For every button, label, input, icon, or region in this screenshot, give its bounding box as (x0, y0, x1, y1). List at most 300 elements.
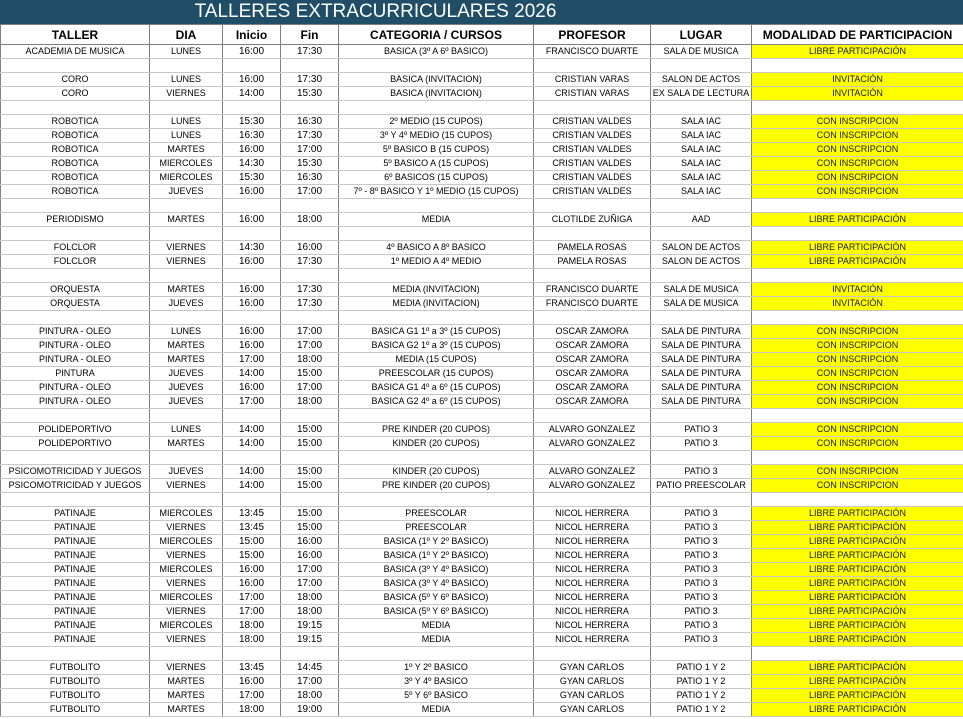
cell-dia[interactable]: JUEVES (150, 381, 223, 395)
cell-lugar[interactable]: SALA IAC (651, 143, 752, 157)
empty-cell[interactable] (339, 101, 534, 115)
cell-dia[interactable]: LUNES (150, 115, 223, 129)
cell-categoria[interactable]: MEDIA (339, 619, 534, 633)
cell-fin[interactable]: 15:00 (281, 423, 339, 437)
cell-dia[interactable]: VIERNES (150, 549, 223, 563)
cell-inicio[interactable]: 16:30 (223, 129, 281, 143)
cell-taller[interactable]: ACADEMIA DE MUSICA (1, 45, 150, 59)
cell-fin[interactable]: 17:00 (281, 577, 339, 591)
cell-modalidad[interactable]: LIBRE PARTICIPACIÓN (752, 619, 963, 633)
cell-taller[interactable]: PERIODISMO (1, 213, 150, 227)
cell-profesor[interactable]: CRISTIAN VALDES (534, 171, 651, 185)
cell-dia[interactable]: MARTES (150, 703, 223, 717)
cell-profesor[interactable]: CRISTIAN VALDES (534, 143, 651, 157)
cell-dia[interactable]: MIERCOLES (150, 619, 223, 633)
empty-cell[interactable] (281, 493, 339, 507)
cell-inicio[interactable]: 13:45 (223, 507, 281, 521)
cell-taller[interactable]: PATINAJE (1, 535, 150, 549)
empty-cell[interactable] (150, 227, 223, 241)
cell-modalidad[interactable]: CON INSCRIPCION (752, 325, 963, 339)
cell-fin[interactable]: 15:00 (281, 437, 339, 451)
cell-profesor[interactable]: NICOL HERRERA (534, 521, 651, 535)
cell-inicio[interactable]: 14:00 (223, 437, 281, 451)
cell-profesor[interactable]: NICOL HERRERA (534, 535, 651, 549)
cell-taller[interactable]: PSICOMOTRICIDAD Y JUEGOS (1, 465, 150, 479)
cell-categoria[interactable]: BASICA (3º Y 4º BASICO) (339, 577, 534, 591)
cell-lugar[interactable]: SALA IAC (651, 157, 752, 171)
empty-cell[interactable] (281, 269, 339, 283)
cell-dia[interactable]: MARTES (150, 689, 223, 703)
cell-dia[interactable]: VIERNES (150, 87, 223, 101)
cell-categoria[interactable]: 4º BASICO A 8º BASICO (339, 241, 534, 255)
cell-fin[interactable]: 15:30 (281, 157, 339, 171)
cell-profesor[interactable]: ALVARO GONZALEZ (534, 465, 651, 479)
cell-taller[interactable]: ROBOTICA (1, 129, 150, 143)
header-fin[interactable]: Fin (281, 25, 339, 45)
empty-cell[interactable] (1, 227, 150, 241)
empty-cell[interactable] (339, 311, 534, 325)
cell-modalidad[interactable]: LIBRE PARTICIPACIÓN (752, 577, 963, 591)
cell-profesor[interactable]: OSCAR ZAMORA (534, 381, 651, 395)
cell-categoria[interactable]: BASICA G1 1º a 3º (15 CUPOS) (339, 325, 534, 339)
cell-lugar[interactable]: PATIO 1 Y 2 (651, 703, 752, 717)
cell-dia[interactable]: MIERCOLES (150, 535, 223, 549)
cell-lugar[interactable]: PATIO 3 (651, 633, 752, 647)
cell-profesor[interactable]: NICOL HERRERA (534, 549, 651, 563)
cell-categoria[interactable]: MEDIA (339, 213, 534, 227)
empty-cell[interactable] (651, 493, 752, 507)
cell-profesor[interactable]: NICOL HERRERA (534, 591, 651, 605)
cell-taller[interactable]: PSICOMOTRICIDAD Y JUEGOS (1, 479, 150, 493)
cell-modalidad[interactable]: LIBRE PARTICIPACIÓN (752, 45, 963, 59)
cell-dia[interactable]: MARTES (150, 143, 223, 157)
cell-dia[interactable]: LUNES (150, 45, 223, 59)
cell-fin[interactable]: 14:45 (281, 661, 339, 675)
empty-cell[interactable] (752, 59, 963, 73)
cell-lugar[interactable]: PATIO 3 (651, 423, 752, 437)
empty-cell[interactable] (534, 269, 651, 283)
cell-lugar[interactable]: PATIO 3 (651, 577, 752, 591)
cell-taller[interactable]: ROBOTICA (1, 185, 150, 199)
cell-profesor[interactable]: NICOL HERRERA (534, 577, 651, 591)
cell-profesor[interactable]: ALVARO GONZALEZ (534, 437, 651, 451)
cell-profesor[interactable]: CLOTILDE ZUÑIGA (534, 213, 651, 227)
header-profesor[interactable]: PROFESOR (534, 25, 651, 45)
cell-dia[interactable]: LUNES (150, 325, 223, 339)
cell-dia[interactable]: LUNES (150, 73, 223, 87)
cell-categoria[interactable]: BASICA (5º Y 6º BASICO) (339, 591, 534, 605)
cell-fin[interactable]: 17:00 (281, 185, 339, 199)
cell-modalidad[interactable]: CON INSCRIPCION (752, 115, 963, 129)
empty-cell[interactable] (150, 409, 223, 423)
cell-inicio[interactable]: 14:00 (223, 423, 281, 437)
cell-fin[interactable]: 17:30 (281, 73, 339, 87)
cell-inicio[interactable]: 16:00 (223, 675, 281, 689)
cell-fin[interactable]: 16:00 (281, 535, 339, 549)
cell-dia[interactable]: MARTES (150, 283, 223, 297)
cell-taller[interactable]: FOLCLOR (1, 241, 150, 255)
cell-inicio[interactable]: 16:00 (223, 339, 281, 353)
cell-modalidad[interactable]: CON INSCRIPCION (752, 465, 963, 479)
empty-cell[interactable] (752, 647, 963, 661)
cell-taller[interactable]: CORO (1, 73, 150, 87)
cell-fin[interactable]: 15:30 (281, 87, 339, 101)
cell-modalidad[interactable]: LIBRE PARTICIPACIÓN (752, 605, 963, 619)
empty-cell[interactable] (534, 409, 651, 423)
cell-fin[interactable]: 16:30 (281, 171, 339, 185)
cell-taller[interactable]: PINTURA - OLEO (1, 353, 150, 367)
empty-cell[interactable] (651, 409, 752, 423)
empty-cell[interactable] (534, 311, 651, 325)
cell-modalidad[interactable]: CON INSCRIPCION (752, 143, 963, 157)
cell-inicio[interactable]: 18:00 (223, 633, 281, 647)
empty-cell[interactable] (339, 451, 534, 465)
empty-cell[interactable] (150, 493, 223, 507)
cell-lugar[interactable]: PATIO 3 (651, 619, 752, 633)
cell-taller[interactable]: PATINAJE (1, 563, 150, 577)
cell-categoria[interactable]: MEDIA (INVITACION) (339, 297, 534, 311)
cell-fin[interactable]: 18:00 (281, 605, 339, 619)
cell-inicio[interactable]: 15:00 (223, 535, 281, 549)
cell-categoria[interactable]: PRE KINDER (20 CUPOS) (339, 423, 534, 437)
empty-cell[interactable] (752, 101, 963, 115)
empty-cell[interactable] (534, 647, 651, 661)
cell-modalidad[interactable]: INVITACIÓN (752, 297, 963, 311)
cell-taller[interactable]: FUTBOLITO (1, 703, 150, 717)
empty-cell[interactable] (281, 311, 339, 325)
cell-fin[interactable]: 16:00 (281, 241, 339, 255)
cell-modalidad[interactable]: LIBRE PARTICIPACIÓN (752, 563, 963, 577)
cell-profesor[interactable]: CRISTIAN VALDES (534, 185, 651, 199)
empty-cell[interactable] (1, 199, 150, 213)
empty-cell[interactable] (223, 493, 281, 507)
cell-modalidad[interactable]: LIBRE PARTICIPACIÓN (752, 255, 963, 269)
cell-fin[interactable]: 19:15 (281, 619, 339, 633)
cell-dia[interactable]: MARTES (150, 675, 223, 689)
cell-taller[interactable]: PATINAJE (1, 633, 150, 647)
cell-taller[interactable]: POLIDEPORTIVO (1, 437, 150, 451)
cell-lugar[interactable]: PATIO 3 (651, 437, 752, 451)
cell-taller[interactable]: ROBOTICA (1, 171, 150, 185)
cell-lugar[interactable]: PATIO 3 (651, 507, 752, 521)
cell-taller[interactable]: PATINAJE (1, 521, 150, 535)
cell-taller[interactable]: FOLCLOR (1, 255, 150, 269)
cell-inicio[interactable]: 17:00 (223, 689, 281, 703)
cell-lugar[interactable]: SALA IAC (651, 171, 752, 185)
cell-dia[interactable]: VIERNES (150, 661, 223, 675)
header-categoria[interactable]: CATEGORIA / CURSOS (339, 25, 534, 45)
cell-dia[interactable]: LUNES (150, 129, 223, 143)
cell-inicio[interactable]: 16:00 (223, 325, 281, 339)
cell-profesor[interactable]: CRISTIAN VALDES (534, 129, 651, 143)
cell-dia[interactable]: MIERCOLES (150, 157, 223, 171)
cell-inicio[interactable]: 14:00 (223, 367, 281, 381)
cell-dia[interactable]: JUEVES (150, 297, 223, 311)
cell-dia[interactable]: VIERNES (150, 255, 223, 269)
cell-modalidad[interactable]: CON INSCRIPCION (752, 157, 963, 171)
empty-cell[interactable] (534, 59, 651, 73)
empty-cell[interactable] (150, 199, 223, 213)
cell-categoria[interactable]: MEDIA (INVITACION) (339, 283, 534, 297)
cell-lugar[interactable]: SALA DE MUSICA (651, 45, 752, 59)
cell-inicio[interactable]: 18:00 (223, 619, 281, 633)
cell-profesor[interactable]: NICOL HERRERA (534, 605, 651, 619)
cell-taller[interactable]: ROBOTICA (1, 143, 150, 157)
cell-categoria[interactable]: PREESCOLAR (339, 521, 534, 535)
empty-cell[interactable] (223, 647, 281, 661)
cell-dia[interactable]: VIERNES (150, 577, 223, 591)
cell-modalidad[interactable]: LIBRE PARTICIPACIÓN (752, 549, 963, 563)
cell-inicio[interactable]: 14:00 (223, 479, 281, 493)
cell-taller[interactable]: PINTURA - OLEO (1, 381, 150, 395)
empty-cell[interactable] (534, 101, 651, 115)
cell-lugar[interactable]: PATIO 3 (651, 605, 752, 619)
cell-fin[interactable]: 15:00 (281, 507, 339, 521)
cell-fin[interactable]: 15:00 (281, 521, 339, 535)
cell-dia[interactable]: JUEVES (150, 395, 223, 409)
cell-dia[interactable]: MIERCOLES (150, 171, 223, 185)
cell-taller[interactable]: CORO (1, 87, 150, 101)
cell-taller[interactable]: PATINAJE (1, 577, 150, 591)
cell-fin[interactable]: 17:00 (281, 381, 339, 395)
cell-fin[interactable]: 15:00 (281, 465, 339, 479)
cell-dia[interactable]: MIERCOLES (150, 563, 223, 577)
empty-cell[interactable] (1, 647, 150, 661)
cell-lugar[interactable]: SALA DE PINTURA (651, 381, 752, 395)
cell-categoria[interactable]: BASICA (3º Y 4º BASICO) (339, 563, 534, 577)
cell-categoria[interactable]: 7º - 8º BASICO Y 1º MEDIO (15 CUPOS) (339, 185, 534, 199)
cell-taller[interactable]: PATINAJE (1, 605, 150, 619)
empty-cell[interactable] (150, 311, 223, 325)
cell-taller[interactable]: PATINAJE (1, 619, 150, 633)
cell-lugar[interactable]: SALA IAC (651, 115, 752, 129)
cell-fin[interactable]: 15:00 (281, 367, 339, 381)
empty-cell[interactable] (534, 227, 651, 241)
cell-modalidad[interactable]: LIBRE PARTICIPACIÓN (752, 675, 963, 689)
cell-profesor[interactable]: GYAN CARLOS (534, 703, 651, 717)
cell-fin[interactable]: 17:30 (281, 129, 339, 143)
cell-categoria[interactable]: BASICA (5º Y 6º BASICO) (339, 605, 534, 619)
cell-fin[interactable]: 18:00 (281, 689, 339, 703)
cell-lugar[interactable]: SALA IAC (651, 129, 752, 143)
cell-taller[interactable]: PINTURA - OLEO (1, 325, 150, 339)
empty-cell[interactable] (339, 409, 534, 423)
cell-profesor[interactable]: CRISTIAN VARAS (534, 73, 651, 87)
cell-categoria[interactable]: 6º BASICOS (15 CUPOS) (339, 171, 534, 185)
cell-lugar[interactable]: SALON DE ACTOS (651, 255, 752, 269)
cell-dia[interactable]: MIERCOLES (150, 591, 223, 605)
empty-cell[interactable] (651, 451, 752, 465)
cell-profesor[interactable]: CRISTIAN VALDES (534, 115, 651, 129)
cell-modalidad[interactable]: LIBRE PARTICIPACIÓN (752, 591, 963, 605)
cell-profesor[interactable]: ALVARO GONZALEZ (534, 423, 651, 437)
cell-fin[interactable]: 16:00 (281, 549, 339, 563)
empty-cell[interactable] (281, 451, 339, 465)
cell-inicio[interactable]: 13:45 (223, 521, 281, 535)
cell-modalidad[interactable]: CON INSCRIPCION (752, 381, 963, 395)
cell-categoria[interactable]: MEDIA (15 CUPOS) (339, 353, 534, 367)
cell-modalidad[interactable]: LIBRE PARTICIPACIÓN (752, 703, 963, 717)
cell-inicio[interactable]: 18:00 (223, 703, 281, 717)
cell-lugar[interactable]: PATIO 3 (651, 535, 752, 549)
cell-taller[interactable]: PATINAJE (1, 549, 150, 563)
cell-categoria[interactable]: 3º Y 4º MEDIO (15 CUPOS) (339, 129, 534, 143)
cell-inicio[interactable]: 16:00 (223, 73, 281, 87)
cell-profesor[interactable]: OSCAR ZAMORA (534, 367, 651, 381)
cell-dia[interactable]: VIERNES (150, 605, 223, 619)
empty-cell[interactable] (281, 647, 339, 661)
cell-lugar[interactable]: EX SALA DE LECTURA (651, 87, 752, 101)
cell-inicio[interactable]: 17:00 (223, 605, 281, 619)
cell-taller[interactable]: ROBOTICA (1, 157, 150, 171)
cell-profesor[interactable]: FRANCISCO DUARTE (534, 283, 651, 297)
cell-inicio[interactable]: 13:45 (223, 661, 281, 675)
cell-profesor[interactable]: GYAN CARLOS (534, 675, 651, 689)
cell-dia[interactable]: VIERNES (150, 633, 223, 647)
cell-lugar[interactable]: PATIO 3 (651, 465, 752, 479)
cell-taller[interactable]: PINTURA - OLEO (1, 395, 150, 409)
cell-categoria[interactable]: PREESCOLAR (339, 507, 534, 521)
cell-inicio[interactable]: 17:00 (223, 591, 281, 605)
cell-lugar[interactable]: PATIO 1 Y 2 (651, 675, 752, 689)
cell-categoria[interactable]: KINDER (20 CUPOS) (339, 437, 534, 451)
empty-cell[interactable] (651, 311, 752, 325)
cell-inicio[interactable]: 16:00 (223, 185, 281, 199)
empty-cell[interactable] (752, 493, 963, 507)
empty-cell[interactable] (651, 101, 752, 115)
cell-modalidad[interactable]: INVITACIÓN (752, 87, 963, 101)
cell-fin[interactable]: 17:00 (281, 143, 339, 157)
cell-profesor[interactable]: NICOL HERRERA (534, 619, 651, 633)
cell-profesor[interactable]: OSCAR ZAMORA (534, 325, 651, 339)
cell-categoria[interactable]: 5º BASICO A (15 CUPOS) (339, 157, 534, 171)
empty-cell[interactable] (281, 59, 339, 73)
cell-modalidad[interactable]: LIBRE PARTICIPACIÓN (752, 241, 963, 255)
cell-fin[interactable]: 15:00 (281, 479, 339, 493)
cell-categoria[interactable]: PRE KINDER (20 CUPOS) (339, 479, 534, 493)
empty-cell[interactable] (1, 269, 150, 283)
cell-dia[interactable]: MARTES (150, 437, 223, 451)
empty-cell[interactable] (281, 227, 339, 241)
cell-lugar[interactable]: SALA DE MUSICA (651, 297, 752, 311)
cell-inicio[interactable]: 17:00 (223, 395, 281, 409)
cell-categoria[interactable]: 1º Y 2º BASICO (339, 661, 534, 675)
header-inicio[interactable]: Inicio (223, 25, 281, 45)
cell-modalidad[interactable]: LIBRE PARTICIPACIÓN (752, 535, 963, 549)
cell-lugar[interactable]: SALON DE ACTOS (651, 73, 752, 87)
empty-cell[interactable] (1, 59, 150, 73)
cell-lugar[interactable]: SALA DE MUSICA (651, 283, 752, 297)
empty-cell[interactable] (281, 199, 339, 213)
cell-lugar[interactable]: SALA DE PINTURA (651, 395, 752, 409)
cell-fin[interactable]: 18:00 (281, 353, 339, 367)
cell-fin[interactable]: 17:00 (281, 563, 339, 577)
cell-categoria[interactable]: PREESCOLAR (15 CUPOS) (339, 367, 534, 381)
empty-cell[interactable] (223, 199, 281, 213)
cell-profesor[interactable]: PAMELA ROSAS (534, 255, 651, 269)
empty-cell[interactable] (1, 451, 150, 465)
empty-cell[interactable] (223, 101, 281, 115)
cell-categoria[interactable]: 5º Y 6º BASICO (339, 689, 534, 703)
empty-cell[interactable] (1, 409, 150, 423)
empty-cell[interactable] (150, 451, 223, 465)
cell-modalidad[interactable]: INVITACIÓN (752, 283, 963, 297)
cell-inicio[interactable]: 16:00 (223, 563, 281, 577)
cell-modalidad[interactable]: CON INSCRIPCION (752, 423, 963, 437)
cell-fin[interactable]: 17:00 (281, 675, 339, 689)
cell-profesor[interactable]: GYAN CARLOS (534, 661, 651, 675)
cell-dia[interactable]: VIERNES (150, 241, 223, 255)
empty-cell[interactable] (150, 647, 223, 661)
cell-inicio[interactable]: 16:00 (223, 143, 281, 157)
empty-cell[interactable] (150, 59, 223, 73)
empty-cell[interactable] (339, 269, 534, 283)
empty-cell[interactable] (1, 493, 150, 507)
cell-dia[interactable]: MARTES (150, 213, 223, 227)
empty-cell[interactable] (223, 59, 281, 73)
cell-dia[interactable]: VIERNES (150, 521, 223, 535)
cell-inicio[interactable]: 16:00 (223, 213, 281, 227)
cell-inicio[interactable]: 16:00 (223, 381, 281, 395)
cell-taller[interactable]: POLIDEPORTIVO (1, 423, 150, 437)
empty-cell[interactable] (281, 409, 339, 423)
cell-profesor[interactable]: CRISTIAN VALDES (534, 157, 651, 171)
cell-categoria[interactable]: BASICA G1 4º a 6º (15 CUPOS) (339, 381, 534, 395)
cell-modalidad[interactable]: LIBRE PARTICIPACIÓN (752, 521, 963, 535)
cell-profesor[interactable]: OSCAR ZAMORA (534, 395, 651, 409)
cell-inicio[interactable]: 15:00 (223, 549, 281, 563)
cell-modalidad[interactable]: LIBRE PARTICIPACIÓN (752, 689, 963, 703)
cell-inicio[interactable]: 15:30 (223, 115, 281, 129)
cell-modalidad[interactable]: CON INSCRIPCION (752, 479, 963, 493)
empty-cell[interactable] (339, 59, 534, 73)
cell-lugar[interactable]: SALA DE PINTURA (651, 325, 752, 339)
empty-cell[interactable] (150, 269, 223, 283)
empty-cell[interactable] (534, 493, 651, 507)
cell-categoria[interactable]: KINDER (20 CUPOS) (339, 465, 534, 479)
empty-cell[interactable] (223, 409, 281, 423)
empty-cell[interactable] (339, 647, 534, 661)
cell-modalidad[interactable]: LIBRE PARTICIPACIÓN (752, 633, 963, 647)
cell-modalidad[interactable]: INVITACIÓN (752, 73, 963, 87)
cell-inicio[interactable]: 16:00 (223, 577, 281, 591)
empty-cell[interactable] (339, 199, 534, 213)
cell-inicio[interactable]: 14:00 (223, 87, 281, 101)
cell-profesor[interactable]: FRANCISCO DUARTE (534, 45, 651, 59)
cell-inicio[interactable]: 14:30 (223, 241, 281, 255)
empty-cell[interactable] (651, 199, 752, 213)
header-lugar[interactable]: LUGAR (651, 25, 752, 45)
cell-fin[interactable]: 16:30 (281, 115, 339, 129)
cell-modalidad[interactable]: CON INSCRIPCION (752, 171, 963, 185)
empty-cell[interactable] (752, 227, 963, 241)
cell-fin[interactable]: 18:00 (281, 591, 339, 605)
cell-taller[interactable]: ORQUESTA (1, 297, 150, 311)
cell-fin[interactable]: 18:00 (281, 395, 339, 409)
cell-profesor[interactable]: NICOL HERRERA (534, 507, 651, 521)
cell-lugar[interactable]: AAD (651, 213, 752, 227)
cell-categoria[interactable]: BASICA G2 4º a 6º (15 CUPOS) (339, 395, 534, 409)
cell-dia[interactable]: MIERCOLES (150, 507, 223, 521)
cell-categoria[interactable]: BASICA G2 1º a 3º (15 CUPOS) (339, 339, 534, 353)
empty-cell[interactable] (223, 311, 281, 325)
empty-cell[interactable] (651, 59, 752, 73)
cell-modalidad[interactable]: CON INSCRIPCION (752, 339, 963, 353)
cell-dia[interactable]: JUEVES (150, 185, 223, 199)
empty-cell[interactable] (752, 199, 963, 213)
cell-profesor[interactable]: CRISTIAN VARAS (534, 87, 651, 101)
cell-fin[interactable]: 17:30 (281, 283, 339, 297)
